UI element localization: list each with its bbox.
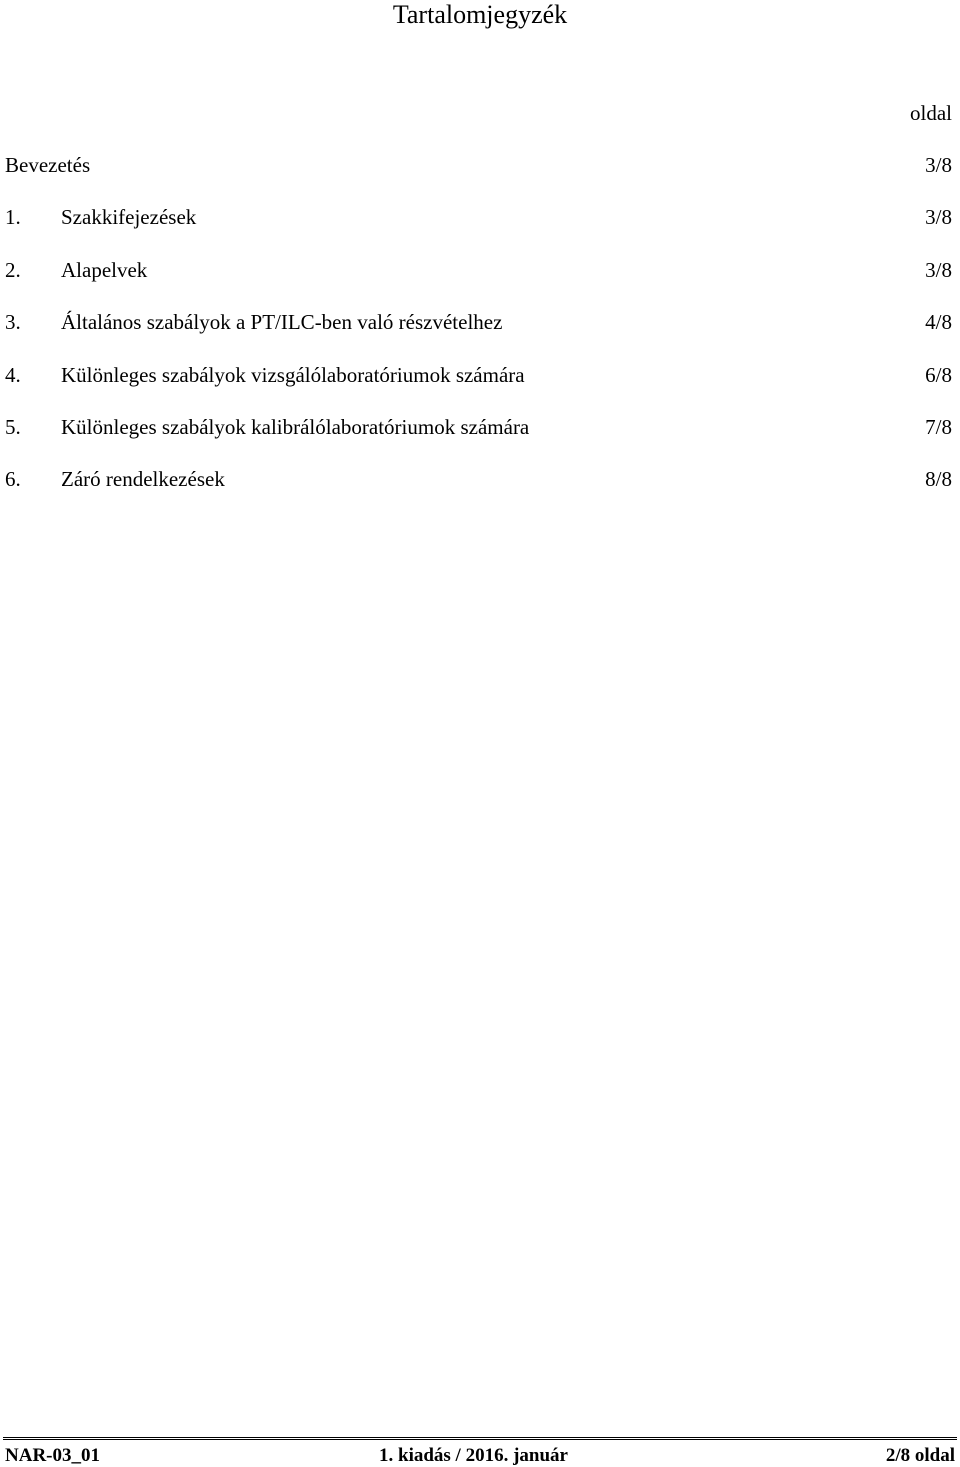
toc-entry-page: 6/8 (925, 363, 952, 387)
toc-entry-label: Szakkifejezések (61, 205, 197, 229)
toc-entry-3[interactable] (5, 309, 952, 335)
toc-entry-label: Általános szabályok a PT/ILC-ben való részvételhez (61, 310, 503, 334)
footer-divider (3, 1437, 957, 1442)
toc-entry-number: 2. (5, 258, 21, 282)
toc-entry-label: Különleges szabályok vizsgálólaboratóriumok számára (61, 363, 525, 387)
toc-entry-2[interactable] (5, 257, 952, 283)
toc-entry-label: Záró rendelkezések (61, 467, 225, 491)
toc-entry-6[interactable] (5, 466, 952, 492)
toc-entry-number: 1. (5, 205, 21, 229)
toc-entry-label: Bevezetés (5, 153, 91, 177)
toc-entry-4[interactable] (5, 362, 952, 388)
toc-entry-page: 8/8 (925, 467, 952, 491)
page-footer (5, 1445, 955, 1467)
toc-entry-label: Különleges szabályok kalibrálólaboratóriumok számára (61, 415, 530, 439)
toc-entry-label: Alapelvek (61, 258, 148, 282)
page-column-header: oldal (910, 101, 952, 125)
toc-entry-1[interactable] (5, 204, 952, 230)
toc-entry-number: 3. (5, 310, 21, 334)
toc-entry-5[interactable] (5, 414, 952, 440)
footer-page-info: 2/8 oldal (885, 1445, 955, 1466)
toc-entry-number: 4. (5, 363, 21, 387)
toc-entry-page: 4/8 (925, 310, 952, 334)
toc-entry-page: 3/8 (925, 205, 952, 229)
toc-entry-number: 6. (5, 467, 21, 491)
page-title: Tartalomjegyzék (392, 0, 568, 29)
toc-entry-page: 3/8 (925, 153, 952, 177)
toc-entry-page: 7/8 (925, 415, 952, 439)
toc-entry-intro[interactable] (5, 152, 952, 178)
toc-entry-number: 5. (5, 415, 21, 439)
footer-doc-id: NAR-03_01 (5, 1445, 100, 1466)
toc-entry-page: 3/8 (925, 258, 952, 282)
footer-edition: 1. kiadás / 2016. január (379, 1445, 568, 1466)
